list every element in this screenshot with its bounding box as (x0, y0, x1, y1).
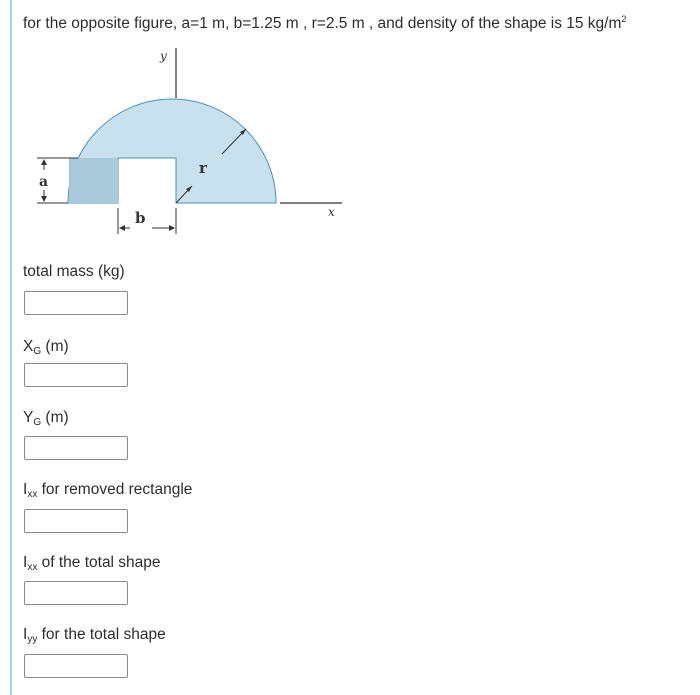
xg-input[interactable] (24, 363, 128, 387)
ixx-rect-label: $I_{xx}$ for removed rectangle (23, 481, 193, 500)
ixx-total-input[interactable] (24, 581, 128, 605)
y-axis-label: y (160, 49, 167, 63)
b-dim-label: b (135, 209, 146, 227)
shape-figure (0, 40, 360, 240)
yg-label: $Y_G$ (m) (23, 409, 69, 428)
a-dim-arrow-up (41, 159, 47, 165)
radius-label: r (199, 159, 207, 177)
x-axis-label: x (328, 205, 335, 219)
b-dim-arrow-right (169, 225, 175, 231)
yg-input[interactable] (24, 436, 128, 460)
iyy-total-label: $I_{yy}$ for the total shape (23, 626, 166, 645)
ixx-total-label: $I_{xx}$ of the total shape (23, 554, 161, 573)
shaded-strip (69, 158, 118, 203)
total-mass-input[interactable] (24, 291, 128, 315)
a-dim-label: a (39, 174, 49, 190)
question-superscript: 2 (621, 14, 627, 24)
b-dim-arrow-left (119, 225, 125, 231)
xg-label: $X_G$ (m) (23, 338, 69, 357)
question-main: for the opposite figure, a=1 m, b=1.25 m , r=2.5 m , and density of the shape is 15 kg/m (23, 15, 622, 32)
iyy-total-input[interactable] (24, 654, 128, 678)
total-mass-label: total mass (kg) (23, 263, 125, 280)
ixx-rect-input[interactable] (24, 509, 128, 533)
a-dim-arrow-down (41, 196, 47, 202)
question-text (23, 14, 626, 33)
